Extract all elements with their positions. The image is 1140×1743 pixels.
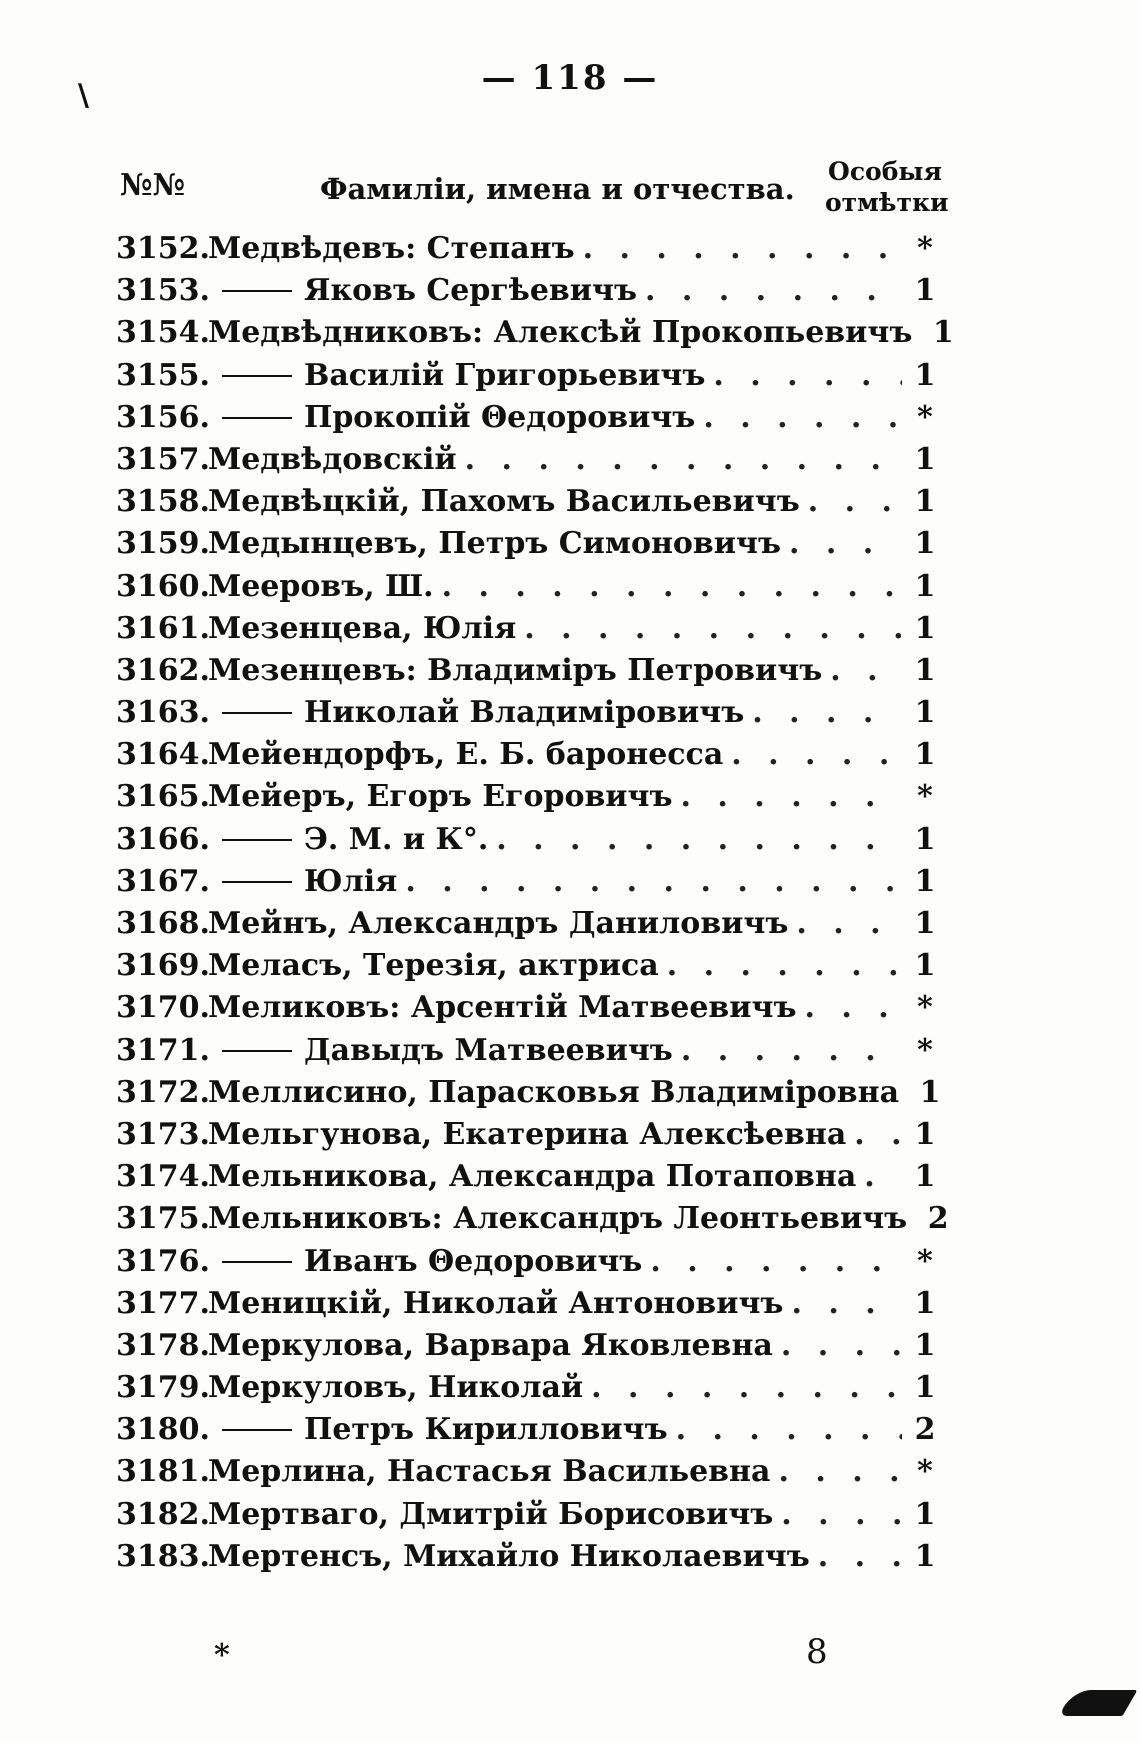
entry-name: Медвѣдевъ: Степанъ <box>208 231 575 266</box>
entry-number: 3159. <box>116 526 210 562</box>
entry-mark: * <box>917 1454 933 1490</box>
list-item <box>116 1030 940 1072</box>
dot-leader <box>778 1451 902 1493</box>
list-item <box>116 1241 940 1283</box>
entry-number: 3162. <box>116 652 210 688</box>
list-item <box>116 608 940 650</box>
entry-mark: 1 <box>914 273 936 309</box>
stray-mark: \ <box>78 78 89 113</box>
entry-number: 3172. <box>116 1074 210 1110</box>
entry-name: Меницкій, Николай Антоновичъ <box>208 1285 784 1321</box>
entry-mark: 1 <box>914 863 936 899</box>
dot-leader <box>781 1325 902 1367</box>
ditto-dash <box>222 1429 292 1431</box>
entry-number: 3181. <box>116 1454 210 1490</box>
entry-name: Мельниковъ: Александръ Леонтьевичъ <box>208 1201 908 1237</box>
entry-mark: * <box>917 779 933 815</box>
entry-number: 3173. <box>116 1116 210 1152</box>
ditto-dash <box>222 1050 292 1052</box>
entry-name: Прокопій Θедоровичъ <box>304 399 696 435</box>
ditto-dash <box>222 881 292 883</box>
entry-number: 3170. <box>116 990 210 1026</box>
entry-number: 3166. <box>116 821 210 857</box>
entry-mark: 1 <box>914 906 936 941</box>
dot-leader <box>405 861 902 903</box>
corner-ink-blot <box>1058 1690 1137 1716</box>
dot-leader <box>781 1494 902 1536</box>
entry-mark: 1 <box>914 821 936 857</box>
dot-leader <box>524 608 902 650</box>
dot-leader <box>818 1536 902 1578</box>
entry-name: Медвѣдовскій <box>208 441 457 477</box>
list-item <box>116 439 940 481</box>
entry-mark: 1 <box>914 484 936 520</box>
dot-leader <box>830 650 902 692</box>
list-item <box>116 1451 940 1493</box>
entry-name: Петръ Кирилловичъ <box>304 1412 668 1448</box>
dot-leader <box>650 1241 902 1283</box>
entry-name: Меркуловъ, Николай <box>208 1370 584 1406</box>
dot-leader <box>681 776 902 818</box>
column-header-number: №№ <box>120 168 186 203</box>
column-header-notes <box>825 156 949 218</box>
list-item <box>116 861 940 903</box>
entry-mark: 1 <box>914 1496 936 1532</box>
entry-name: Василій Григорьевичъ <box>304 357 706 393</box>
entry-mark: 2 <box>927 1201 949 1237</box>
entry-name: Медвѣдниковъ: Алексѣй Прокопьевичъ <box>208 315 913 351</box>
entry-number: 3160. <box>116 568 210 604</box>
entry-number: 3156. <box>116 399 210 435</box>
entries-list <box>116 228 954 1578</box>
entry-name: Мейеръ, Егоръ Егоровичъ <box>208 779 673 815</box>
entry-mark: 1 <box>914 1538 936 1574</box>
entry-number: 3183. <box>116 1538 210 1574</box>
entry-number: 3167. <box>116 863 210 899</box>
footer-star: * <box>214 1638 230 1673</box>
list-item <box>116 1072 940 1114</box>
dot-leader <box>583 228 902 270</box>
entry-name: Меликовъ: Арсентій Матвеевичъ <box>208 990 797 1026</box>
list-item <box>116 1536 940 1578</box>
dot-leader <box>645 270 902 312</box>
entry-number: 3174. <box>116 1159 210 1195</box>
dot-leader <box>804 987 902 1029</box>
dot-leader <box>591 1367 902 1409</box>
ditto-dash <box>222 290 292 292</box>
entry-number: 3155. <box>116 357 210 393</box>
entry-mark: * <box>917 1032 933 1068</box>
entry-number: 3153. <box>116 273 210 309</box>
ditto-dash <box>222 712 292 714</box>
entry-name: Юлія <box>304 863 398 899</box>
entry-number: 3152. <box>116 231 210 266</box>
entry-number: 3161. <box>116 610 210 646</box>
entry-mark: 1 <box>914 1370 936 1406</box>
dot-leader <box>442 566 902 608</box>
entry-name: Яковъ Сергѣевичъ <box>304 273 638 309</box>
dot-leader <box>864 1156 902 1198</box>
entry-mark: 1 <box>914 1116 936 1152</box>
dot-leader <box>791 1283 902 1325</box>
list-item <box>116 734 940 776</box>
list-item <box>116 1283 940 1325</box>
list-item <box>116 1156 940 1198</box>
dot-leader <box>703 397 902 439</box>
entry-number: 3158. <box>116 484 210 520</box>
entry-mark: 1 <box>914 695 936 731</box>
entry-mark: 1 <box>914 568 936 604</box>
entry-mark: 1 <box>914 526 936 562</box>
entry-number: 3175. <box>116 1201 210 1237</box>
entry-mark: * <box>917 1243 933 1279</box>
dot-leader <box>796 903 902 945</box>
entry-number: 3180. <box>116 1412 210 1448</box>
list-item <box>116 1114 940 1156</box>
entry-name: Мезенцева, Юлія <box>208 610 517 646</box>
list-item <box>116 312 954 354</box>
entry-number: 3182. <box>116 1496 210 1532</box>
list-item <box>116 650 940 692</box>
entry-name: Меркулова, Варвара Яковлевна <box>208 1327 773 1363</box>
entry-mark: 1 <box>914 1159 936 1195</box>
list-item <box>116 1494 940 1536</box>
list-item <box>116 228 940 270</box>
list-item <box>116 819 940 861</box>
entry-name: Давыдъ Матвеевичъ <box>304 1032 673 1068</box>
dot-leader <box>667 945 902 987</box>
dot-leader <box>808 481 902 523</box>
column-header-notes-line2: отмѣтки <box>825 188 949 217</box>
entry-mark: 1 <box>914 441 936 477</box>
list-item <box>116 355 940 397</box>
entry-number: 3176. <box>116 1243 210 1279</box>
dot-leader <box>465 439 902 481</box>
entry-name: Мезенцевъ: Владиміръ Петровичъ <box>208 652 823 688</box>
entry-number: 3164. <box>116 737 210 773</box>
dot-leader <box>731 734 902 776</box>
entry-number: 3163. <box>116 695 210 731</box>
list-item <box>116 1198 949 1240</box>
entry-name: Медвѣцкій, Пахомъ Васильевичъ <box>208 484 800 520</box>
entry-mark: * <box>917 231 933 266</box>
list-item <box>116 1367 940 1409</box>
dot-leader <box>676 1409 902 1451</box>
dot-leader <box>854 1114 902 1156</box>
entry-number: 3157. <box>116 441 210 477</box>
entry-name: Мертваго, Дмитрій Борисовичъ <box>208 1496 774 1532</box>
page-number: — 118 — <box>481 58 659 98</box>
entry-name: Иванъ Θедоровичъ <box>304 1243 643 1279</box>
entry-number: 3168. <box>116 906 210 941</box>
entry-name: Э. М. и К°. <box>304 821 489 857</box>
entry-mark: * <box>917 990 933 1026</box>
list-item <box>116 903 940 945</box>
list-item <box>116 945 940 987</box>
entry-mark: 1 <box>914 1285 936 1321</box>
entry-mark: * <box>917 399 933 435</box>
entry-name: Меллисино, Парасковья Владиміровна <box>208 1074 900 1110</box>
entry-name: Мельникова, Александра Потаповна <box>208 1159 857 1195</box>
dot-leader <box>713 355 902 397</box>
entry-mark: 1 <box>932 315 954 351</box>
entry-number: 3179. <box>116 1370 210 1406</box>
entry-number: 3178. <box>116 1327 210 1363</box>
entry-number: 3169. <box>116 948 210 984</box>
entry-number: 3154. <box>116 315 210 351</box>
entry-name: Мейнъ, Александръ Даниловичъ <box>208 906 789 941</box>
dot-leader <box>496 819 902 861</box>
list-item <box>116 523 940 565</box>
ditto-dash <box>222 1261 292 1263</box>
entry-name: Мерлина, Настасья Васильевна <box>208 1454 771 1490</box>
list-item <box>116 776 940 818</box>
dot-leader <box>681 1030 902 1072</box>
list-item <box>116 987 940 1029</box>
list-item <box>116 397 940 439</box>
entry-name: Мееровъ, Ш. <box>208 568 434 604</box>
entry-name: Медынцевъ, Петръ Симоновичъ <box>208 526 781 562</box>
entry-number: 3165. <box>116 779 210 815</box>
entry-mark: 1 <box>914 357 936 393</box>
entry-name: Меласъ, Терезія, актриса <box>208 948 659 984</box>
entry-number: 3177. <box>116 1285 210 1321</box>
list-item <box>116 1409 940 1451</box>
dot-leader <box>752 692 902 734</box>
entry-mark: 1 <box>914 737 936 773</box>
dot-leader <box>789 523 902 565</box>
entry-mark: 2 <box>914 1412 936 1448</box>
column-header-names: Фамиліи, имена и отчества. <box>320 172 795 206</box>
entry-name: Николай Владиміровичъ <box>304 695 745 731</box>
entry-number: 3171. <box>116 1032 210 1068</box>
ditto-dash <box>222 839 292 841</box>
list-item <box>116 1325 940 1367</box>
list-item <box>116 270 940 312</box>
entry-name: Мейендорфъ, Е. Б. баронесса <box>208 737 724 773</box>
entry-mark: 1 <box>914 652 936 688</box>
entry-mark: 1 <box>919 1074 941 1110</box>
list-item <box>116 692 940 734</box>
list-item <box>116 566 940 608</box>
column-header-notes-line1: Особыя <box>828 157 942 186</box>
entry-name: Мертенсъ, Михайло Николаевичъ <box>208 1538 810 1574</box>
entry-mark: 1 <box>914 948 936 984</box>
entry-mark: 1 <box>914 610 936 646</box>
list-item <box>116 481 940 523</box>
entry-mark: 1 <box>914 1327 936 1363</box>
footer-signature: 8 <box>806 1632 828 1672</box>
ditto-dash <box>222 375 292 377</box>
ditto-dash <box>222 417 292 419</box>
entry-name: Мельгунова, Екатерина Алексѣевна <box>208 1116 847 1152</box>
